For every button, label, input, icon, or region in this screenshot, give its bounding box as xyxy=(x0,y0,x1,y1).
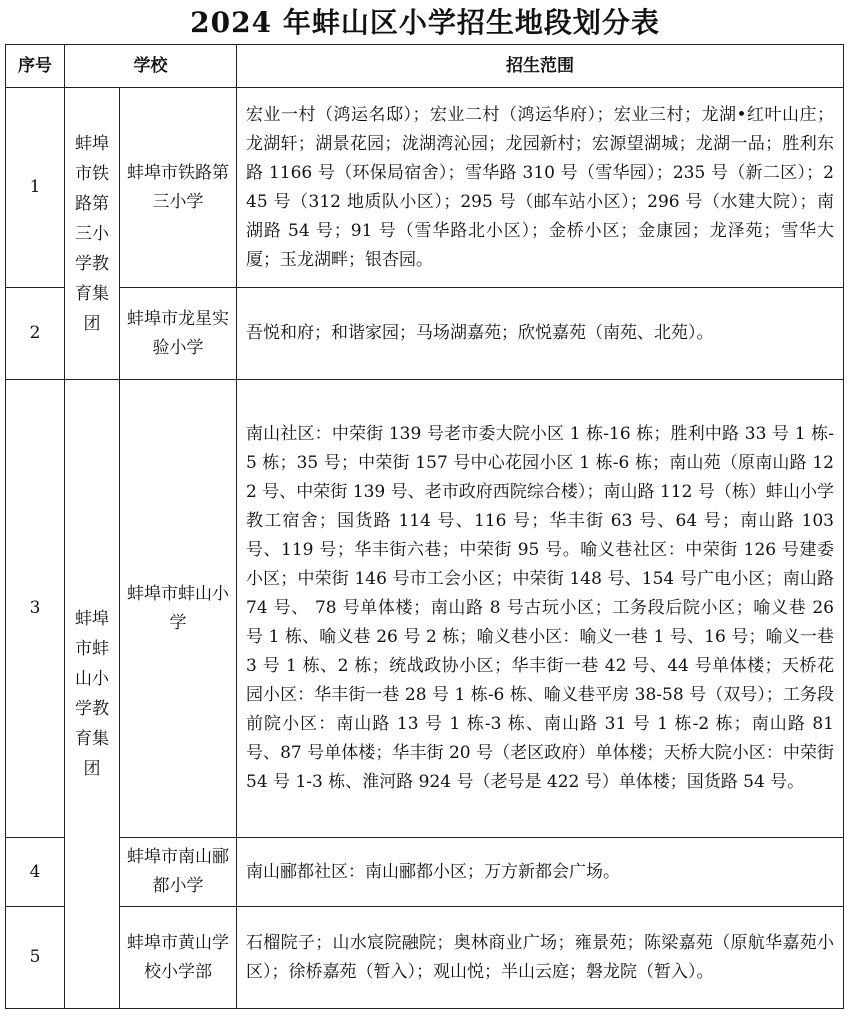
table-row xyxy=(6,838,844,907)
table-row xyxy=(6,380,844,838)
row-number: 4 xyxy=(6,838,65,907)
school-name: 蚌埠市南山郦都小学 xyxy=(120,838,237,907)
enrollment-range: 石榴院子；山水宸院融院；奥林商业广场；雍景苑；陈梁嘉苑（原航华嘉苑小区）；徐桥嘉苑（暂入）；观山悦；半山云庭；磐龙院（暂入）。 xyxy=(237,907,844,1009)
enrollment-range: 南山郦都社区：南山郦都小区；万方新都会广场。 xyxy=(237,838,844,907)
school-name: 蚌埠市蚌山小学 xyxy=(120,380,237,838)
header-school: 学校 xyxy=(65,45,237,88)
table-header-row xyxy=(6,45,844,88)
table-row xyxy=(6,288,844,380)
enrollment-range: 宏业一村（鸿运名邸）；宏业二村（鸿运华府）；宏业三村；龙湖•红叶山庄；龙湖轩；湖景花园；泷湖湾沁园；龙园新村；宏源望湖城；龙湖一品；胜利东路 1166 号（环保局宿舍）；雪华路 310 号（雪华园）；235 号（新二区）；245 号（312 地质队小区）；295 号（邮车站小区）；296 号（水建大院）；南湖路 54 号；91 号（雪华路北小区）；金桥小区；金康园；龙泽苑；雪华大厦；玉龙湖畔；银杏园。 xyxy=(237,88,844,288)
table-row xyxy=(6,907,844,1009)
school-name: 蚌埠市龙星实验小学 xyxy=(120,288,237,380)
enrollment-range: 吾悦和府；和谐家园；马场湖嘉苑；欣悦嘉苑（南苑、北苑）。 xyxy=(237,288,844,380)
page-title: 2024 年蚌山区小学招生地段划分表 xyxy=(190,6,660,39)
group-name: 蚌埠市铁路第三小学教育集团 xyxy=(65,88,120,380)
group-name: 蚌埠市蚌山小学教育集团 xyxy=(65,380,120,1009)
row-number: 2 xyxy=(6,288,65,380)
school-name: 蚌埠市黄山学校小学部 xyxy=(120,907,237,1009)
enrollment-range: 南山社区：中荣街 139 号老市委大院小区 1 栋-16 栋；胜利中路 33 号 1 栋-5 栋；35 号；中荣街 157 号中心花园小区 1 栋-6 栋；南山苑（原南山路 122 号、中荣街 139 号、老市政府西院综合楼）；南山路 112 号（栋）蚌山小学教工宿舍；国货路 114 号、116 号；华丰街 63 号、64 号；南山路 103 号、119 号；华丰街六巷；中荣街 95 号。喻义巷社区：中荣街 126 号建委小区；中荣街 146 号市工会小区；中荣街 148 号、154 号广电小区；南山路 74 号、 78 号单体楼；南山路 8 号古玩小区；工务段后院小区；喻义巷 26 号 1 栋、喻义巷 26 号 2 栋；喻义巷小区：喻义一巷 1 号、16 号；喻义一巷 3 号 1 栋、2 栋；统战政协小区；华丰街一巷 42 号、44 号单体楼；天桥花园小区：华丰街一巷 28 号 1 栋-6 栋、喻义巷平房 38-58 号（双号）；工务段前院小区：南山路 13 号 1 栋-3 栋、南山路 31 号 1 栋-2 栋；南山路 81 号、87 号单体楼；华丰街 20 号（老区政府）单体楼；天桥大院小区：中荣街 54 号 1-3 栋、淮河路 924 号（老号是 422 号）单体楼；国货路 54 号。 xyxy=(237,380,844,838)
table-row xyxy=(6,88,844,288)
header-range: 招生范围 xyxy=(237,45,844,88)
row-number: 5 xyxy=(6,907,65,1009)
row-number: 3 xyxy=(6,380,65,838)
enrollment-table xyxy=(5,44,844,1009)
school-name: 蚌埠市铁路第三小学 xyxy=(120,88,237,288)
row-number: 1 xyxy=(6,88,65,288)
header-no: 序号 xyxy=(6,45,65,88)
